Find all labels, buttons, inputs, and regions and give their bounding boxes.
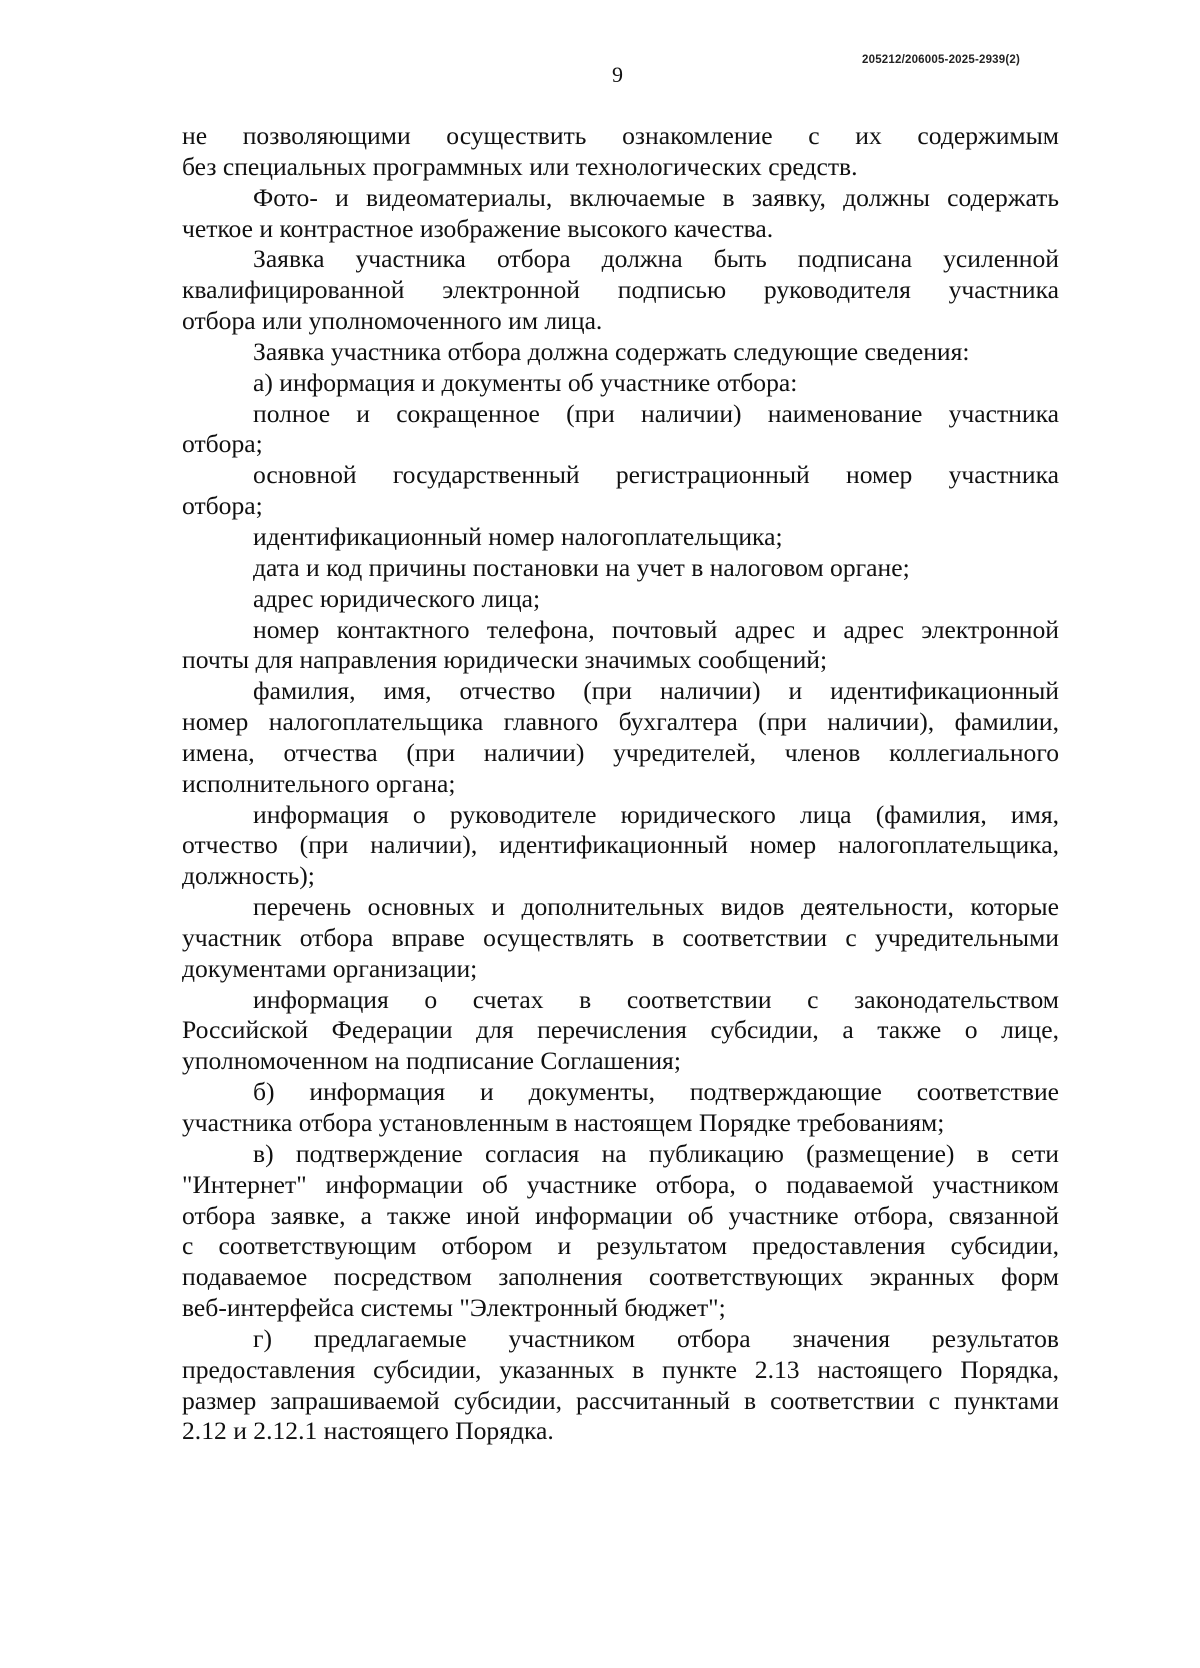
text-line: идентификационный номер налогоплательщика;: [253, 521, 783, 551]
text-line: исполнительного органа;: [182, 768, 456, 798]
text-line: без специальных программных или технологических средств.: [182, 151, 858, 181]
text-line: б) информация и документы, подтверждающие соответствие: [253, 1077, 1059, 1107]
text-line: с соответствующим отбором и результатом предоставления субсидии,: [182, 1231, 1059, 1261]
text-line: документами организации;: [182, 953, 478, 983]
text-line: фамилия, имя, отчество (при наличии) и идентификационный: [253, 676, 1059, 706]
text-line: почты для направления юридически значимых сообщений;: [182, 645, 828, 675]
text-line: не позволяющими осуществить ознакомление с их содержимым: [182, 121, 1059, 150]
text-line: дата и код причины постановки на учет в налоговом органе;: [253, 552, 910, 582]
text-line: отчество (при наличии), идентификационный номер налогоплательщика,: [182, 830, 1059, 860]
text-line: а) информация и документы об участнике отбора:: [253, 367, 798, 397]
text-line: имена, отчества (при наличии) учредителей, членов коллегиального: [182, 737, 1059, 767]
text-line: Заявка участника отбора должна содержать следующие сведения:: [253, 336, 970, 366]
text-line: 2.12 и 2.12.1 настоящего Порядка.: [182, 1416, 554, 1446]
text-line: отбора или уполномоченного им лица.: [182, 306, 603, 336]
text-line: г) предлагаемые участником отбора значения результатов: [253, 1323, 1059, 1353]
text-line: в) подтверждение согласия на публикацию (размещение) в сети: [253, 1138, 1059, 1168]
text-line: квалифицированной электронной подписью руководителя участника: [182, 275, 1059, 305]
text-line: информация о руководителе юридического лица (фамилия, имя,: [253, 799, 1059, 829]
document-id: 205212/206005-2025-2939(2): [862, 54, 1021, 66]
text-line: информация о счетах в соответствии с законодательством: [253, 984, 1059, 1014]
text-line: основной государственный регистрационный номер участника: [253, 460, 1059, 490]
text-line: "Интернет" информации об участнике отбора, о подаваемой участником: [182, 1169, 1059, 1199]
text-line: полное и сокращенное (при наличии) наименование участника: [253, 398, 1059, 428]
text-line: должность);: [182, 861, 315, 891]
text-line: веб-интерфейса системы "Электронный бюджет";: [182, 1293, 726, 1323]
text-line: уполномоченном на подписание Соглашения;: [182, 1046, 681, 1076]
text-line: номер налогоплательщика главного бухгалтера (при наличии), фамилии,: [182, 707, 1059, 737]
text-line: участник отбора вправе осуществлять в соответствии с учредительными: [182, 922, 1059, 952]
text-line: размер запрашиваемой субсидии, рассчитанный в соответствии с пунктами: [182, 1385, 1059, 1415]
text-line: четкое и контрастное изображение высокого качества.: [182, 213, 774, 243]
text-line: отбора;: [182, 429, 263, 459]
text-line: предоставления субсидии, указанных в пункте 2.13 настоящего Порядка,: [182, 1354, 1059, 1384]
text-line: Фото- и видеоматериалы, включаемые в заявку, должны содержать: [253, 182, 1059, 212]
text-line: адрес юридического лица;: [253, 583, 541, 613]
text-line: подаваемое посредством заполнения соответствующих экранных форм: [182, 1262, 1059, 1292]
document-body: [182, 121, 1059, 1447]
text-line: отбора;: [182, 491, 263, 521]
text-line: участника отбора установленным в настоящем Порядке требованиям;: [182, 1108, 945, 1137]
text-line: Заявка участника отбора должна быть подписана усиленной: [253, 244, 1059, 274]
text-line: Российской Федерации для перечисления субсидии, а также о лице,: [182, 1015, 1059, 1045]
text-line: отбора заявке, а также иной информации об участнике отбора, связанной: [182, 1200, 1059, 1230]
page-number: 9: [612, 62, 623, 87]
text-line: номер контактного телефона, почтовый адрес и адрес электронной: [253, 614, 1059, 644]
text-line: перечень основных и дополнительных видов деятельности, которые: [253, 892, 1059, 922]
